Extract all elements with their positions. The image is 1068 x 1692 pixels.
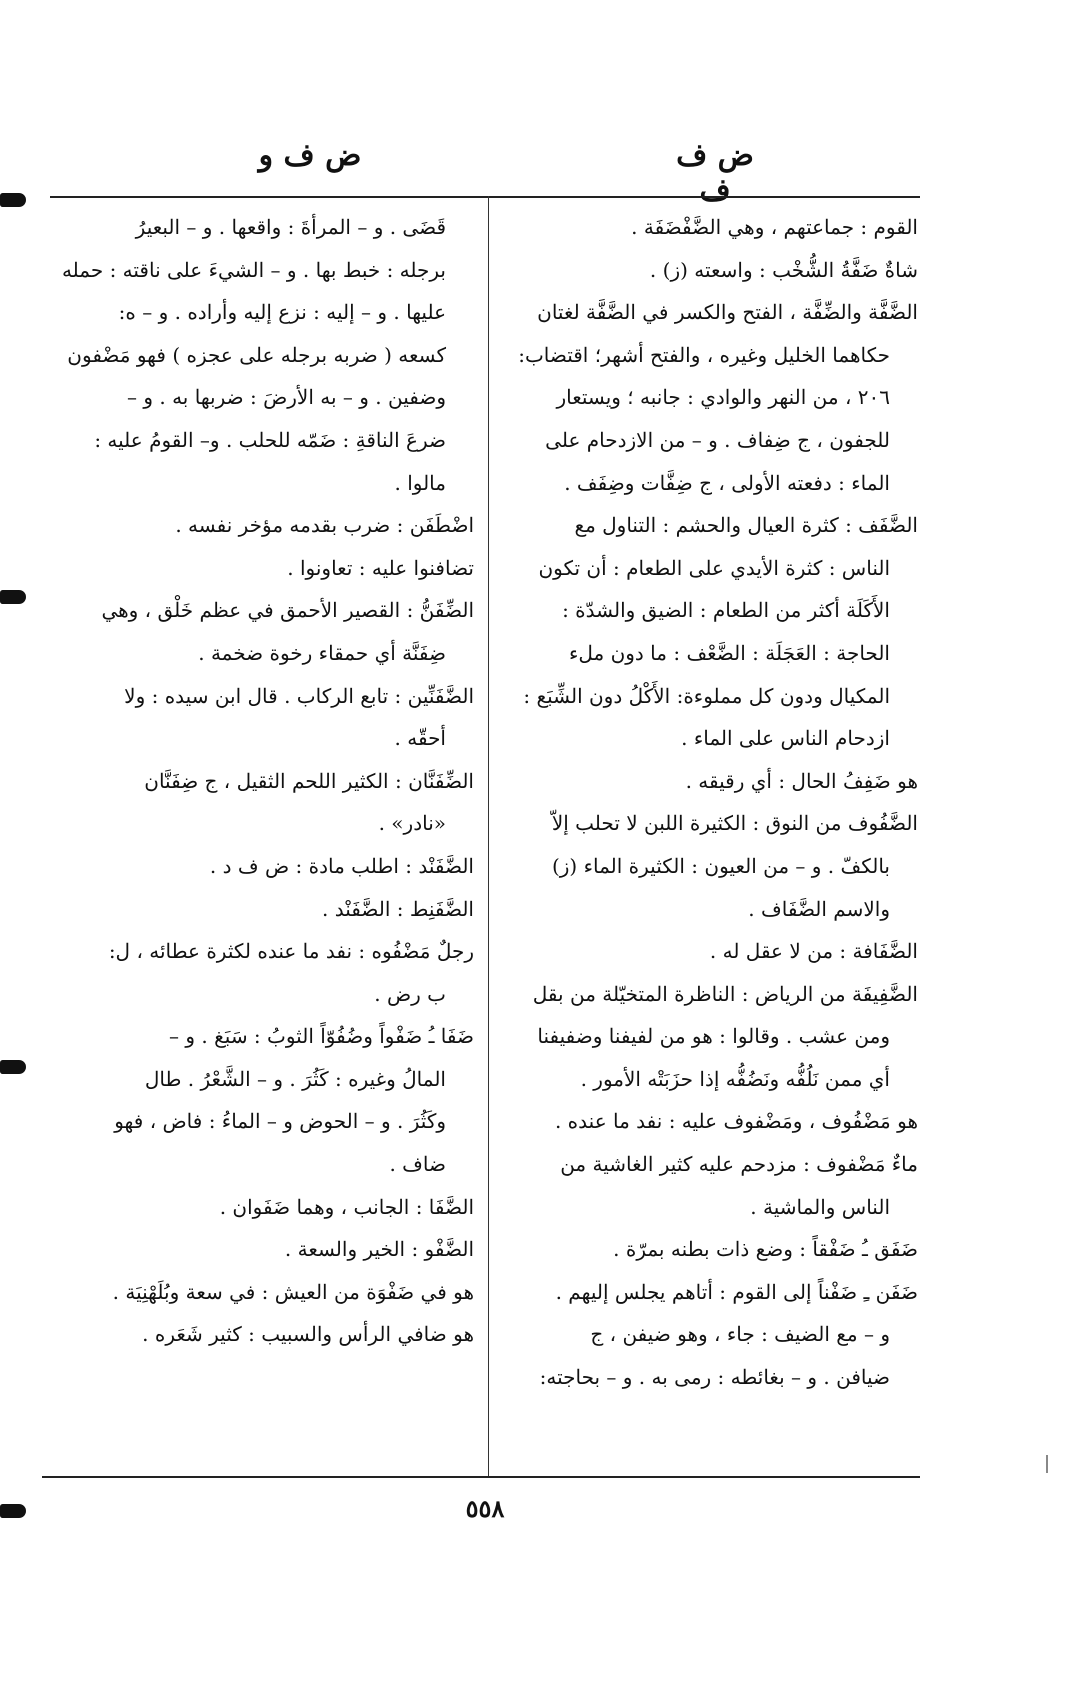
entry-line: المكيال ودون كل مملوءة: الأَكْلُ دون الشِّبَع : bbox=[523, 683, 890, 708]
entry-line: رجلٌ مَضْفُوه : نفد ما عنده لكثرة عطائه ، ل: bbox=[108, 939, 474, 964]
entry-line: الضَّفَّة والضِّفَّة ، الفتح والكسر في الضَّفَّة لغتان bbox=[537, 300, 918, 325]
entry-line: المالُ وغيره : كَثُرَ . و – الشَّعْرُ . طال bbox=[144, 1066, 446, 1091]
entry-line: ومن عشب . وقالوا : هو من لفيفنا وضفيفنا bbox=[537, 1024, 890, 1049]
entry-line: ضَفَق ـُ ضَفْقاً : وضع ذات بطنه بمرّة . bbox=[613, 1237, 918, 1262]
entry-line: الضِّفَنُّ : القصير الأحمق في عظم خَلْق ، وهي bbox=[101, 598, 474, 623]
entry-line: هو مَضْفُوف ، ومَضْفوف عليه : نفد ما عنده . bbox=[554, 1109, 918, 1134]
entry-line: الضَّفَف : كثرة العيال والحشم : التناول مع bbox=[574, 513, 918, 538]
entry-line: ازدحام الناس على الماء . bbox=[681, 726, 890, 751]
running-head-left-root: ض ف و bbox=[258, 138, 362, 173]
entry-line: الماء : دفعته الأولى ، ج ضِفَّات وضِفَف . bbox=[564, 470, 890, 495]
binding-mark bbox=[0, 193, 26, 207]
entry-line: اضْطَفَن : ضرب بقدمه مؤخر نفسه . bbox=[175, 513, 474, 538]
entry-line: ضَفَن ـِ ضَفْناً إلى القوم : أتاهم يجلس إليهم . bbox=[555, 1279, 918, 1304]
entry-line: للجفون ، ج ضِفاف . و – من الازدحام على bbox=[545, 427, 890, 452]
binding-mark bbox=[0, 1060, 26, 1074]
entry-line: ضرعَ الناقةِ : ضَمّه للحلب . و– القومُ عليه : bbox=[94, 427, 446, 452]
entry-line: ب رض . bbox=[374, 981, 446, 1006]
entry-line: وكَثُرَ . و – الحوض و – الماءُ : فاض ، فهو bbox=[114, 1109, 446, 1134]
entry-line: حكاهما الخليل وغيره ، والفتح أشهر؛ اقتضاب: bbox=[518, 342, 890, 367]
entry-line: القوم : جماعتهم ، وهي الضَّفْضَفَة . bbox=[631, 215, 918, 239]
entry-line: ماءٌ مَضْفوف : مزدحم عليه كثير الغاشية من bbox=[560, 1152, 918, 1177]
header-rule bbox=[50, 196, 920, 198]
entry-line: هو في ضَفْوَة من العيش : في سعة وبُلَهْنِيَة . bbox=[112, 1279, 474, 1304]
entry-line: الحاجة : العَجَلَة : الضَّعْف : ما دون ملء bbox=[568, 640, 890, 665]
entry-line: ضِفَنَّة أي حمقاء رخوة ضخمة . bbox=[198, 640, 446, 665]
entry-line: الضِّفَنَّان : الكثير اللحم الثقيل ، ج ضِفَنَّان bbox=[144, 768, 474, 793]
right-column bbox=[498, 206, 918, 1399]
entry-line: الضَّفِيفَة من الرياض : الناظرة المتخيّلة من بقل bbox=[532, 981, 918, 1006]
entry-line: عليها . و – إليه : نزع إليه وأراده . و – ه: bbox=[118, 300, 446, 325]
entry-line: هو ضَفِفُ الحال : أي رقيقه . bbox=[685, 768, 918, 793]
entry-line: برجله : خبط بها . و – الشيءَ على ناقته : حمله bbox=[61, 257, 446, 282]
entry-line: وضفين . و – به الأرضَ : ضربها به . و – bbox=[127, 385, 446, 410]
entry-line: أحقّه . bbox=[394, 726, 446, 751]
entry-line: ضيافن . و – بغائطه : رمى به . و – بحاجته: bbox=[539, 1365, 890, 1390]
binding-mark bbox=[0, 1504, 26, 1518]
entry-line: الضَّفَنِّين : تابع الركاب . قال ابن سيده : ولا bbox=[124, 683, 474, 708]
entry-line: والاسم الضَّفَاف . bbox=[748, 896, 890, 921]
entry-line: هو ضافي الرأس والسبيب : كثير شَعَره . bbox=[142, 1322, 474, 1347]
scan-edge-mark bbox=[1046, 1455, 1048, 1473]
entry-line: تضافنوا عليه : تعاونوا . bbox=[287, 555, 474, 580]
entry-line: مالوا . bbox=[394, 470, 446, 495]
entry-line: الناس : كثرة الأيدي على الطعام : أن تكون bbox=[538, 555, 890, 580]
entry-line: «نادر» . bbox=[378, 811, 446, 836]
entry-line: قَضَى . و – المرأةَ : واقعها . و – البعيرُ bbox=[135, 215, 446, 239]
entry-line: ٢٠٦ ، من النهر والوادي : جانبه ؛ ويستعار bbox=[556, 385, 890, 410]
entry-line: الضَّفَنْد : اطلب مادة : ض ف د . bbox=[209, 853, 474, 878]
entry-line: كسعه ( ضربه برجله على عجزه ) فهو مَضْفون bbox=[67, 342, 446, 367]
footer-rule bbox=[42, 1476, 920, 1478]
entry-line: ضَفَا ـُ ضَفْواً وضُفُوّاً الثوبُ : سَبَغ . و – bbox=[169, 1024, 474, 1049]
running-head-right-root: ض ف ف bbox=[676, 138, 754, 208]
entry-line: الناس والماشية . bbox=[750, 1194, 890, 1219]
left-column bbox=[44, 206, 474, 1356]
binding-mark bbox=[0, 590, 26, 604]
entry-line: ضاف . bbox=[389, 1152, 446, 1177]
entry-line: الضَّفَنِط : الضَّفَنْد . bbox=[322, 896, 474, 921]
entry-line: الضَّفَافة : من لا عقل له . bbox=[709, 939, 918, 964]
entry-line: الضَّفْو : الخير والسعة . bbox=[284, 1237, 474, 1262]
entry-line: الضَّفَا : الجانب ، وهما ضَفَوان . bbox=[219, 1194, 474, 1219]
entry-line: الضَّفُوف من النوق : الكثيرة اللبن لا تحلب إلاّ bbox=[551, 811, 918, 836]
column-divider bbox=[488, 196, 489, 1476]
entry-line: الأَكَلَة أكثر من الطعام : الضيق والشدّة : bbox=[562, 598, 890, 623]
entry-line: أي ممن نَلُفُّه ونَضُفُّه إذا حزَبَتْه الأمور . bbox=[580, 1066, 890, 1091]
page-number: ٥٥٨ bbox=[465, 1494, 505, 1523]
entry-line: و – مع الضيف : جاء ، وهو ضيفن ، ج bbox=[590, 1322, 890, 1347]
entry-line: شاةٌ ضَفَّةُ الشُّخْب : واسعته (ز) . bbox=[649, 257, 918, 282]
entry-line: بالكفّ . و – من العيون : الكثيرة الماء (ز) bbox=[551, 853, 890, 878]
